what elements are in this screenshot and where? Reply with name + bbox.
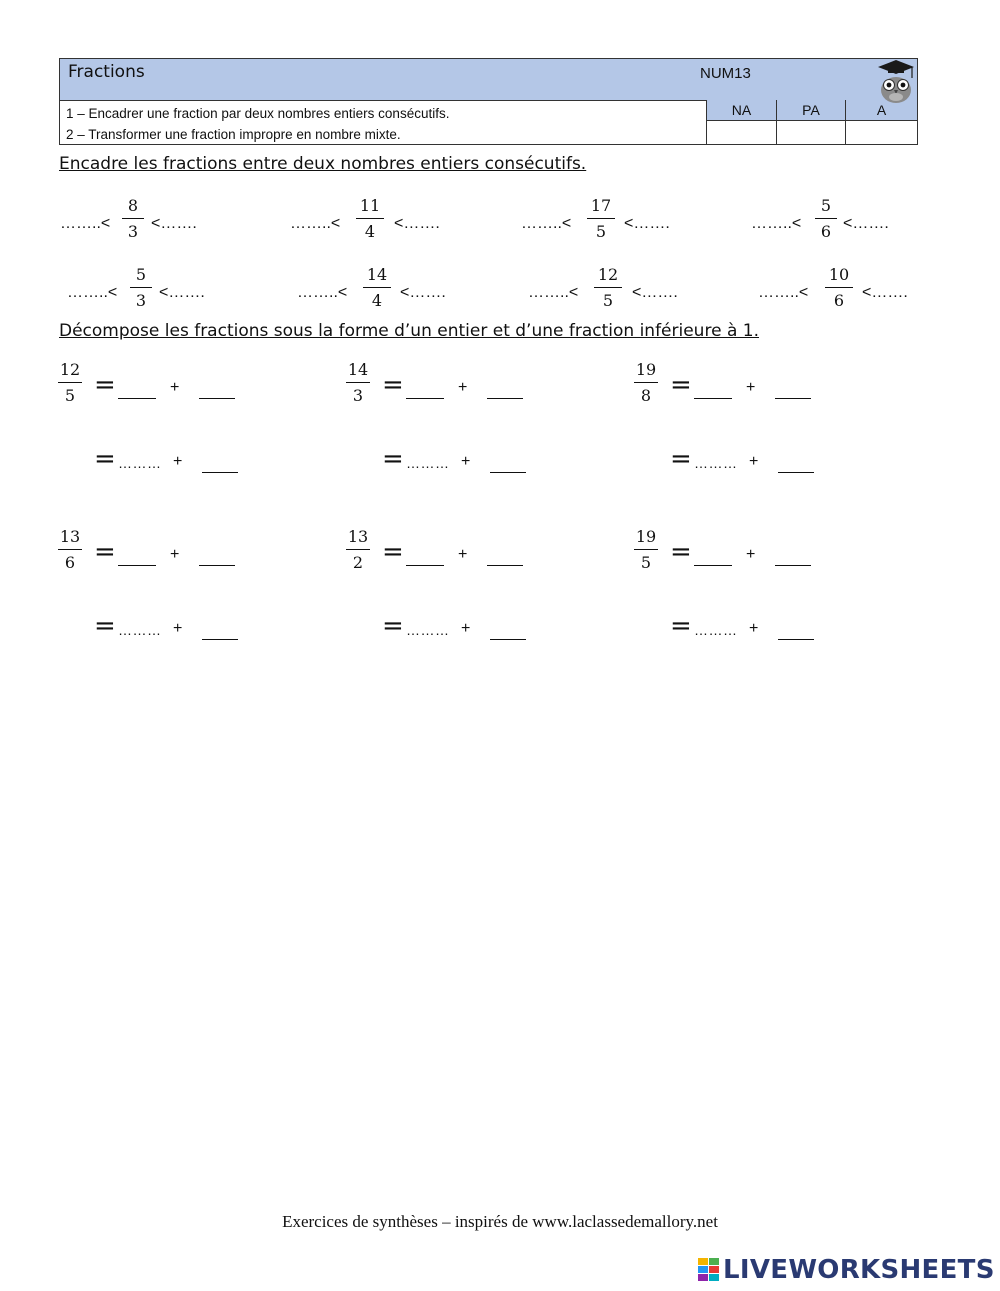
worksheet-code: NUM13 (700, 65, 751, 82)
fraction-bar (58, 549, 82, 550)
fraction-bar (594, 287, 622, 288)
denominator: 2 (352, 553, 364, 573)
upper-bound-blank[interactable]: <……. (843, 215, 889, 232)
fraction-bar (634, 382, 658, 383)
objective-2: 2 – Transformer une fraction impropre en nombre mixte. (66, 127, 401, 142)
denominator: 5 (640, 553, 652, 573)
fraction (815, 196, 837, 242)
upper-bound-blank[interactable]: <……. (400, 284, 446, 301)
plus-sign: + (749, 620, 759, 637)
fraction-bar (122, 218, 144, 219)
whole-number-blank[interactable] (118, 565, 156, 566)
fraction (356, 196, 384, 242)
numerator: 13 (59, 527, 81, 546)
mixed-number-fraction-blank[interactable] (202, 639, 238, 640)
numerator: 17 (590, 196, 612, 215)
fraction-bar (587, 218, 615, 219)
lower-bound-blank[interactable]: ……..< (67, 284, 118, 301)
whole-number-blank[interactable] (694, 398, 732, 399)
numerator: 19 (635, 360, 657, 379)
numerator: 14 (347, 360, 369, 379)
numerator: 12 (597, 265, 619, 284)
fraction (594, 265, 622, 311)
objectives-list (66, 103, 449, 145)
fraction-blank[interactable] (775, 398, 811, 399)
numerator: 10 (828, 265, 850, 284)
footer-credit: Exercices de synthèses – inspirés de www.laclassedemallory.net (282, 1212, 718, 1231)
objective-1: 1 – Encadrer une fraction par deux nombres entiers consécutifs. (66, 106, 450, 121)
equals-sign: = (94, 444, 116, 474)
grade-column-pa (776, 100, 845, 145)
equals-sign: = (94, 611, 116, 641)
fraction (346, 360, 370, 406)
mixed-number-whole-blank[interactable]: ……… (406, 622, 450, 638)
equals-sign: = (670, 611, 692, 641)
equals-sign: = (382, 444, 404, 474)
fraction-blank[interactable] (487, 398, 523, 399)
denominator: 3 (127, 222, 139, 242)
fraction-bar (363, 287, 391, 288)
denominator: 5 (602, 291, 614, 311)
equals-sign: = (382, 370, 404, 400)
fraction-blank[interactable] (199, 565, 235, 566)
fraction-blank[interactable] (775, 565, 811, 566)
equals-sign: = (382, 537, 404, 567)
fraction-bar (346, 549, 370, 550)
whole-number-blank[interactable] (118, 398, 156, 399)
upper-bound-blank[interactable]: <……. (624, 215, 670, 232)
plus-sign: + (173, 620, 183, 637)
fraction (122, 196, 144, 242)
denominator: 8 (640, 386, 652, 406)
fraction (346, 527, 370, 573)
lower-bound-blank[interactable]: ……..< (751, 215, 802, 232)
plus-sign: + (746, 379, 756, 396)
numerator: 19 (635, 527, 657, 546)
mixed-number-fraction-blank[interactable] (202, 472, 238, 473)
lower-bound-blank[interactable]: ……..< (60, 215, 111, 232)
lower-bound-blank[interactable]: ……..< (758, 284, 809, 301)
instruction-encadre: Encadre les fractions entre deux nombres entiers consécutifs. (59, 154, 587, 174)
whole-number-blank[interactable] (694, 565, 732, 566)
equals-sign: = (670, 444, 692, 474)
numerator: 13 (347, 527, 369, 546)
title-band (60, 59, 917, 101)
equals-sign: = (670, 370, 692, 400)
upper-bound-blank[interactable]: <……. (394, 215, 440, 232)
lower-bound-blank[interactable]: ……..< (521, 215, 572, 232)
upper-bound-blank[interactable]: <……. (632, 284, 678, 301)
fraction (634, 360, 658, 406)
lower-bound-blank[interactable]: ……..< (528, 284, 579, 301)
fraction (363, 265, 391, 311)
fraction-blank[interactable] (199, 398, 235, 399)
grade-column-a (845, 100, 917, 145)
denominator: 5 (595, 222, 607, 242)
denominator: 6 (833, 291, 845, 311)
mixed-number-fraction-blank[interactable] (490, 639, 526, 640)
owl-graduate-icon (876, 58, 916, 104)
equals-sign: = (94, 537, 116, 567)
fraction-bar (130, 287, 152, 288)
grade-label-na: NA (707, 100, 776, 121)
brand-name: LIVEWORKSHEETS (723, 1255, 995, 1285)
fraction-bar (58, 382, 82, 383)
mixed-number-whole-blank[interactable]: ……… (406, 455, 450, 471)
liveworksheets-brand[interactable] (698, 1255, 995, 1285)
mixed-number-fraction-blank[interactable] (490, 472, 526, 473)
numerator: 14 (366, 265, 388, 284)
denominator: 5 (64, 386, 76, 406)
upper-bound-blank[interactable]: <……. (862, 284, 908, 301)
equals-sign: = (670, 537, 692, 567)
worksheet-title: Fractions (68, 62, 145, 82)
whole-number-blank[interactable] (406, 398, 444, 399)
plus-sign: + (173, 453, 183, 470)
numerator: 12 (59, 360, 81, 379)
upper-bound-blank[interactable]: <……. (151, 215, 197, 232)
fraction-bar (815, 218, 837, 219)
mixed-number-whole-blank[interactable]: ……… (118, 455, 162, 471)
plus-sign: + (461, 453, 471, 470)
header-table (59, 58, 918, 145)
grade-label-pa: PA (777, 100, 845, 121)
mixed-number-whole-blank[interactable]: ……… (118, 622, 162, 638)
numerator: 5 (820, 196, 832, 215)
lower-bound-blank[interactable]: ……..< (297, 284, 348, 301)
fraction (58, 527, 82, 573)
plus-sign: + (746, 546, 756, 563)
mixed-number-fraction-blank[interactable] (778, 472, 814, 473)
denominator: 6 (820, 222, 832, 242)
fraction (58, 360, 82, 406)
plus-sign: + (458, 379, 468, 396)
denominator: 3 (135, 291, 147, 311)
mixed-number-fraction-blank[interactable] (778, 639, 814, 640)
whole-number-blank[interactable] (406, 565, 444, 566)
denominator: 3 (352, 386, 364, 406)
fraction-bar (634, 549, 658, 550)
grade-label-a: A (846, 100, 917, 121)
plus-sign: + (749, 453, 759, 470)
fraction-bar (825, 287, 853, 288)
fraction (130, 265, 152, 311)
plus-sign: + (170, 546, 180, 563)
instruction-decompose: Décompose les fractions sous la forme d’un entier et d’une fraction inférieure à 1. (59, 321, 759, 341)
fraction (587, 196, 615, 242)
equals-sign: = (382, 611, 404, 641)
mixed-number-whole-blank[interactable]: ……… (694, 622, 738, 638)
fraction-blank[interactable] (487, 565, 523, 566)
fraction-bar (356, 218, 384, 219)
upper-bound-blank[interactable]: <……. (159, 284, 205, 301)
denominator: 4 (364, 222, 376, 242)
mixed-number-whole-blank[interactable]: ……… (694, 455, 738, 471)
numerator: 5 (135, 265, 147, 284)
fraction (825, 265, 853, 311)
fraction (634, 527, 658, 573)
fraction-bar (346, 382, 370, 383)
lower-bound-blank[interactable]: ……..< (290, 215, 341, 232)
plus-sign: + (170, 379, 180, 396)
plus-sign: + (461, 620, 471, 637)
numerator: 11 (359, 196, 381, 215)
equals-sign: = (94, 370, 116, 400)
liveworksheets-logo-icon (698, 1258, 720, 1282)
denominator: 6 (64, 553, 76, 573)
denominator: 4 (371, 291, 383, 311)
plus-sign: + (458, 546, 468, 563)
grade-column-na (706, 100, 776, 145)
numerator: 8 (127, 196, 139, 215)
